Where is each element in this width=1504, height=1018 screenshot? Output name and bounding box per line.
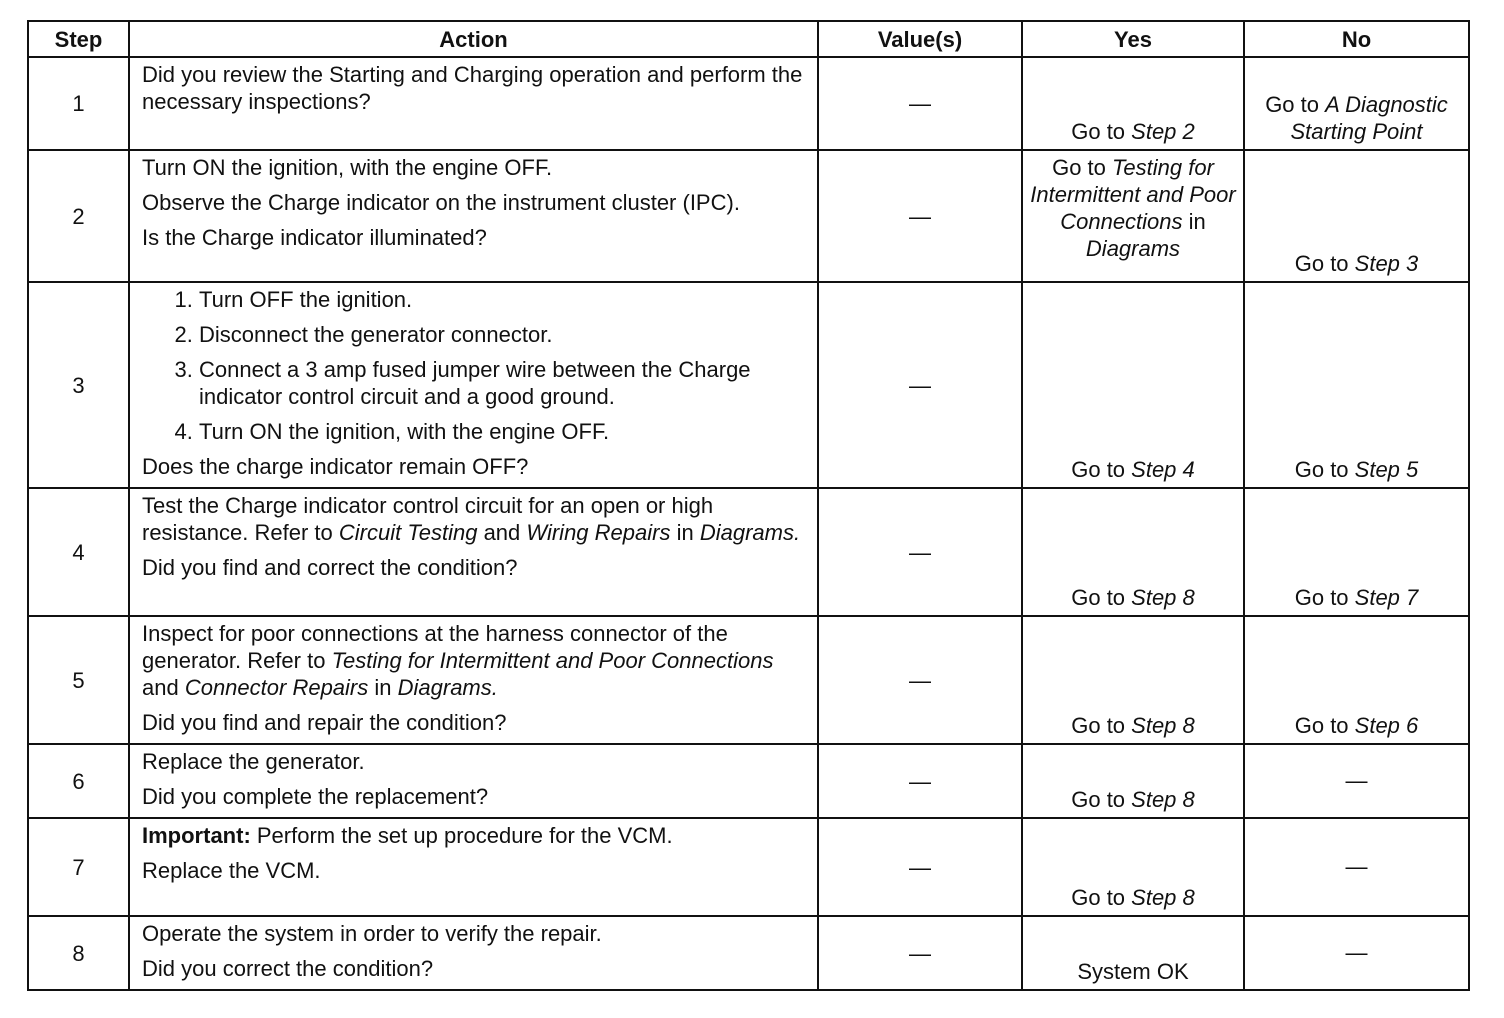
value-cell: — (818, 616, 1022, 744)
yes-link: Step 8 (1131, 585, 1195, 610)
action-cell (129, 916, 818, 990)
text-run: in (670, 520, 700, 545)
action-text: Operate the system in order to verify the repair. (142, 921, 602, 946)
no-cell (1244, 57, 1469, 150)
step-number: 1 (28, 57, 129, 150)
action-cell (129, 818, 818, 916)
yes-prefix: Go to (1071, 713, 1132, 738)
value-cell: — (818, 150, 1022, 282)
yes-cell (1022, 616, 1244, 744)
no-link: Step 3 (1354, 251, 1419, 276)
yes-link: Step 8 (1131, 713, 1195, 738)
procedure-item: 3. Connect a 3 amp fused jumper wire between the Charge indicator control circuit and a good ground. (199, 356, 807, 410)
no-prefix: Go to (1294, 585, 1355, 610)
action-text: Did you review the Starting and Charging operation and perform the necessary inspections? (142, 62, 803, 114)
value-cell: — (818, 818, 1022, 916)
action-cell (129, 616, 818, 744)
yes-prefix: Go to (1071, 885, 1132, 910)
procedure-list (142, 286, 807, 445)
header-yes: Yes (1022, 21, 1244, 57)
action-cell (129, 282, 818, 488)
important-text: Perform the set up procedure for the VCM. (250, 823, 673, 848)
yes-cell (1022, 150, 1244, 282)
no-link: A Diagnostic Starting Point (1290, 92, 1448, 144)
action-text: Replace the generator. (142, 749, 365, 774)
yes-cell: System OK (1022, 916, 1244, 990)
step-number: 5 (28, 616, 129, 744)
action-cell (129, 150, 818, 282)
yes-link: Step 2 (1131, 119, 1195, 144)
no-cell: — (1244, 818, 1469, 916)
table-row-step-1 (28, 57, 1469, 150)
yes-cell (1022, 282, 1244, 488)
value-cell: — (818, 916, 1022, 990)
step-number: 2 (28, 150, 129, 282)
reference-link: Circuit Testing (338, 520, 478, 545)
yes-cell (1022, 744, 1244, 818)
yes-cell (1022, 818, 1244, 916)
action-cell (129, 57, 818, 150)
action-text: Turn ON the ignition, with the engine OFF. (142, 155, 553, 180)
yes-prefix: Go to (1071, 585, 1132, 610)
procedure-item: 2. Disconnect the generator connector. (199, 321, 807, 348)
important-label: Important: (142, 823, 251, 848)
step-number: 6 (28, 744, 129, 818)
header-step: Step (28, 21, 129, 57)
yes-cell (1022, 488, 1244, 616)
table-row-step-2 (28, 150, 1469, 282)
action-question: Did you find and repair the condition? (142, 710, 507, 735)
diagnostic-table (27, 20, 1470, 991)
reference-link: Diagrams. (397, 675, 498, 700)
table-row-step-7 (28, 818, 1469, 916)
no-link: Step 5 (1354, 457, 1419, 482)
no-prefix: Go to (1294, 457, 1355, 482)
action-cell (129, 744, 818, 818)
action-question: Did you correct the condition? (142, 956, 434, 981)
procedure-item: 1. Turn OFF the ignition. (199, 286, 807, 313)
reference-link: Diagrams. (699, 520, 801, 545)
yes-link: Step 4 (1131, 457, 1195, 482)
text-run: and (142, 675, 185, 700)
no-prefix: Go to (1294, 251, 1355, 276)
no-cell (1244, 150, 1469, 282)
action-cell (129, 488, 818, 616)
header-action: Action (129, 21, 818, 57)
important-note (142, 822, 807, 849)
text-run: Inspect for poor connections at the harness connector of the generator. Refer to (142, 621, 728, 673)
value-cell: — (818, 744, 1022, 818)
action-question: Does the charge indicator remain OFF? (142, 454, 529, 479)
no-cell: — (1244, 916, 1469, 990)
yes-cell (1022, 57, 1244, 150)
reference-link: Connector Repairs (184, 675, 369, 700)
no-prefix: Go to (1294, 713, 1355, 738)
no-cell: — (1244, 744, 1469, 818)
value-cell: — (818, 488, 1022, 616)
procedure-item: 4. Turn ON the ignition, with the engine OFF. (199, 418, 807, 445)
yes-prefix: Go to (1052, 155, 1112, 180)
text-run: and (477, 520, 527, 545)
header-values: Value(s) (818, 21, 1022, 57)
action-text: Replace the VCM. (142, 858, 321, 883)
reference-link: Wiring Repairs (526, 520, 671, 545)
text-run: in (368, 675, 398, 700)
table-row-step-6 (28, 744, 1469, 818)
action-text (142, 492, 807, 546)
no-link: Step 7 (1354, 585, 1419, 610)
step-number: 7 (28, 818, 129, 916)
reference-link: Testing for Intermittent and Poor Connections (331, 648, 774, 673)
step-number: 3 (28, 282, 129, 488)
table-row-step-5 (28, 616, 1469, 744)
header-no: No (1244, 21, 1469, 57)
value-cell: — (818, 57, 1022, 150)
yes-prefix: Go to (1071, 119, 1132, 144)
yes-mid: in (1182, 209, 1206, 234)
no-cell (1244, 282, 1469, 488)
no-cell (1244, 488, 1469, 616)
action-question: Is the Charge indicator illuminated? (142, 225, 487, 250)
yes-link: Testing for Intermittent and Poor Connections (1030, 155, 1236, 234)
yes-link: Step 8 (1131, 885, 1195, 910)
yes-link: Step 8 (1131, 787, 1195, 812)
no-cell (1244, 616, 1469, 744)
text-run: Test the Charge indicator control circuit for an open or high resistance. Refer to (142, 493, 714, 545)
action-question: Did you find and correct the condition? (142, 555, 518, 580)
table-row-step-4 (28, 488, 1469, 616)
step-number: 4 (28, 488, 129, 616)
action-question: Did you complete the replacement? (142, 784, 489, 809)
yes-prefix: Go to (1071, 457, 1132, 482)
table-row-step-8 (28, 916, 1469, 990)
header-row (28, 21, 1469, 57)
action-text: Observe the Charge indicator on the instrument cluster (IPC). (142, 190, 740, 215)
step-number: 8 (28, 916, 129, 990)
no-link: Step 6 (1354, 713, 1419, 738)
table-row-step-3 (28, 282, 1469, 488)
value-cell: — (818, 282, 1022, 488)
no-prefix: Go to (1265, 92, 1326, 117)
yes-link-2: Diagrams (1085, 236, 1181, 261)
yes-prefix: Go to (1071, 787, 1132, 812)
action-text (142, 620, 807, 701)
